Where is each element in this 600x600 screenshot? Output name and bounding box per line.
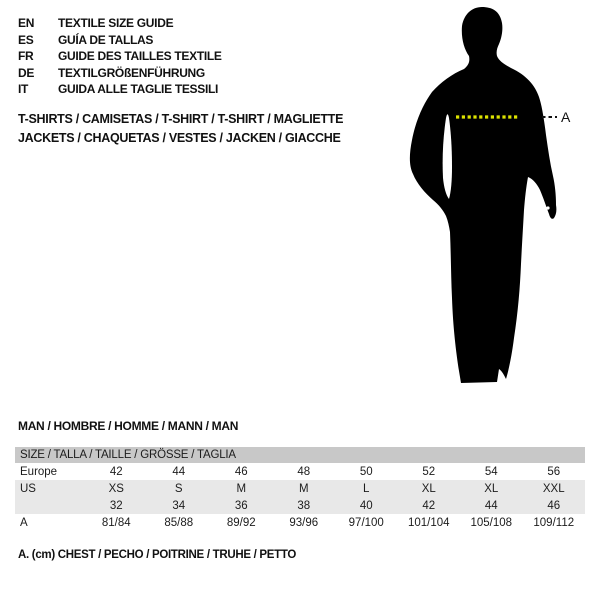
row-label: A [20,516,28,529]
cell: 46 [547,499,561,512]
cell: XS [108,482,124,495]
table-row-us [15,480,585,497]
language-label: TEXTILGRÖßENFÜHRUNG [58,65,205,80]
measure-label-a: A [561,109,571,125]
table-row-europe [15,463,585,480]
language-code: ES [18,32,34,47]
cell: 32 [109,499,123,512]
cell: 93/96 [289,516,319,529]
language-row [18,32,222,49]
cell: XL [484,482,499,495]
cell: M [298,482,309,495]
garment-categories [18,110,343,148]
cell: 42 [422,499,436,512]
category-line: JACKETS / CHAQUETAS / VESTES / JACKEN / GIACCHE [18,131,341,145]
cell: 54 [484,465,498,478]
language-row [18,48,222,65]
language-row [18,15,222,32]
language-code: EN [18,16,35,31]
cell: 44 [484,499,498,512]
cell: 40 [359,499,373,512]
cell: 42 [109,465,123,478]
cell: 50 [359,465,373,478]
cell: 89/92 [226,516,256,529]
cell: 36 [234,499,248,512]
cell: S [174,482,183,495]
cell: 101/104 [407,516,450,529]
language-label: GUIDE DES TAILLES TEXTILE [58,49,222,64]
hand-detail [546,206,549,209]
measurement-footnote: A. (cm) CHEST / PECHO / POITRINE / TRUHE / PETTO [18,549,297,561]
left-arm-gap [443,114,452,199]
language-row [18,65,222,82]
cell: 85/88 [164,516,194,529]
cell: 52 [422,465,436,478]
cell: XXL [542,482,565,495]
cell: L [363,482,370,495]
man-silhouette [410,7,557,383]
cell: 34 [172,499,186,512]
table-row-chest-a [15,514,585,531]
language-row [18,81,222,98]
cell: 56 [547,465,561,478]
category-line: T-SHIRTS / CAMISETAS / T-SHIRT / T-SHIRT / MAGLIETTE [18,112,344,126]
cell: 109/112 [533,516,575,529]
language-code: IT [18,82,29,97]
size-table-header: SIZE / TALLA / TAILLE / GRÖSSE / TAGLIA [15,447,585,463]
size-table [15,447,585,531]
cell: 48 [297,465,311,478]
language-label: TEXTILE SIZE GUIDE [58,16,174,31]
cell: 46 [234,465,248,478]
cell: 38 [297,499,311,512]
cell: M [236,482,247,495]
cell: XL [421,482,436,495]
section-title: MAN / HOMBRE / HOMME / MANN / MAN [18,419,239,433]
cell: 97/100 [348,516,384,529]
cell: 44 [172,465,186,478]
language-label: GUÍA DE TALLAS [58,32,154,47]
language-list [18,15,222,98]
row-label: Europe [20,465,58,478]
language-code: FR [18,49,34,64]
table-row-us-numeric [15,497,585,514]
row-label: US [20,482,36,495]
language-code: DE [18,65,35,80]
cell: 81/84 [101,516,131,529]
cell: 105/108 [470,516,513,529]
language-label: GUIDA ALLE TAGLIE TESSILI [58,82,219,97]
